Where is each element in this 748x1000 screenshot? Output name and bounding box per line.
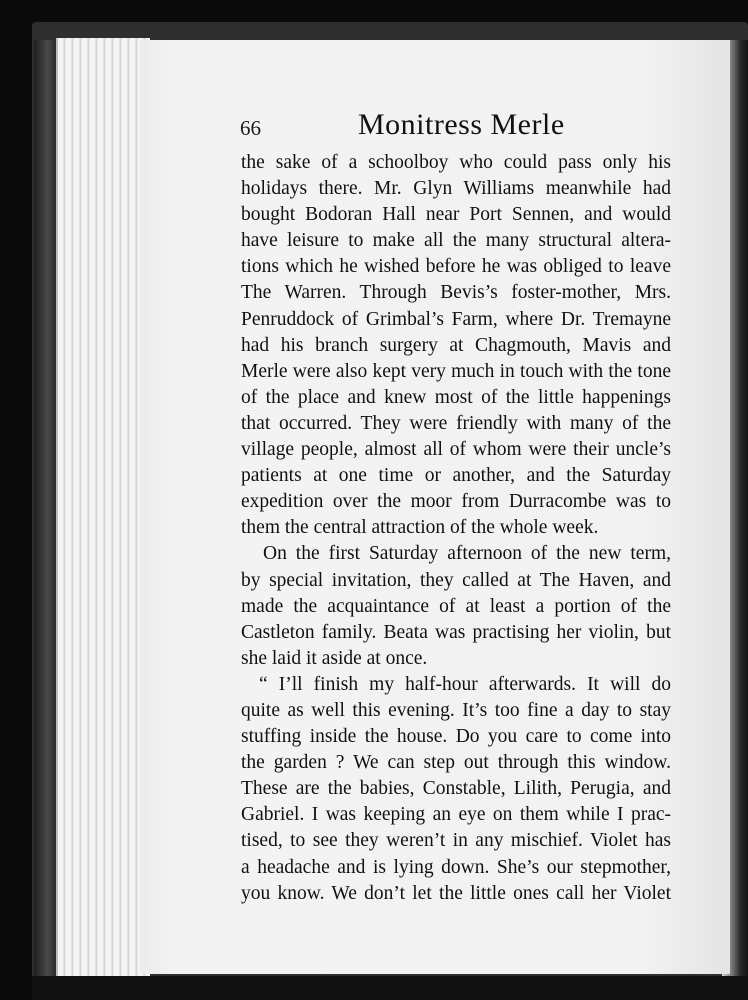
text-line: expedition over the moor from Durracombe was to xyxy=(241,491,671,513)
text-line: made the acquaintance of at least a portion of the xyxy=(241,595,671,617)
text-line: had his branch surgery at Chagmouth, Mavis and xyxy=(241,334,671,356)
text-line: holidays there. Mr. Glyn Williams meanwhile had xyxy=(241,178,671,200)
text-line: tised, to see they weren’t in any mischief. Violet has xyxy=(241,830,671,852)
text-line: These are the babies, Constable, Lilith, Perugia, and xyxy=(241,778,671,800)
text-line: village people, almost all of whom were their uncle’s xyxy=(241,439,671,461)
text-line: that occurred. They were friendly with many of the xyxy=(241,412,671,434)
text-line: “ I’ll finish my half-hour afterwards. It will do xyxy=(259,673,671,695)
text-line: the sake of a schoolboy who could pass only his xyxy=(241,152,671,173)
bottom-shadow xyxy=(32,976,748,1000)
text-line: tions which he wished before he was obliged to leave xyxy=(241,256,671,278)
text-line: bought Bodoran Hall near Port Sennen, and would xyxy=(241,204,671,226)
text-line: On the first Saturday afternoon of the new term, xyxy=(263,543,671,565)
running-title: Monitress Merle xyxy=(358,108,565,141)
page-header xyxy=(240,108,660,148)
text-line: the garden ? We can step out through this window. xyxy=(241,752,671,774)
text-line: by special invitation, they called at The Haven, and xyxy=(241,569,671,591)
book-spine-edge xyxy=(34,40,56,980)
text-line: them the central attraction of the whole week. xyxy=(241,517,599,539)
text-line: patients at one time or another, and the Saturday xyxy=(241,465,671,487)
text-line: she laid it aside at once. xyxy=(241,647,428,669)
text-line: a headache and is lying down. She’s our stepmother, xyxy=(241,856,671,878)
text-line: Penruddock of Grimbal’s Farm, where Dr. Tremayne xyxy=(241,308,671,330)
page-number: 66 xyxy=(240,116,261,140)
text-line: stuffing inside the house. Do you care to come into xyxy=(241,726,671,748)
text-line: you know. We don’t let the little ones call her Violet xyxy=(241,882,671,904)
text-line: of the place and knew most of the little happenings xyxy=(241,386,671,408)
text-line: Gabriel. I was keeping an eye on them while I prac- xyxy=(241,804,671,826)
text-line: have leisure to make all the many structural altera- xyxy=(241,230,671,252)
page-stack-edges xyxy=(56,38,150,976)
text-line: The Warren. Through Bevis’s foster-mother, Mrs. xyxy=(241,282,671,304)
body-text xyxy=(241,150,671,907)
text-line: Castleton family. Beata was practising her violin, but xyxy=(241,621,671,643)
text-line: quite as well this evening. It’s too fine a day to stay xyxy=(241,699,671,721)
text-line: Merle were also kept very much in touch with the tone xyxy=(241,360,671,382)
